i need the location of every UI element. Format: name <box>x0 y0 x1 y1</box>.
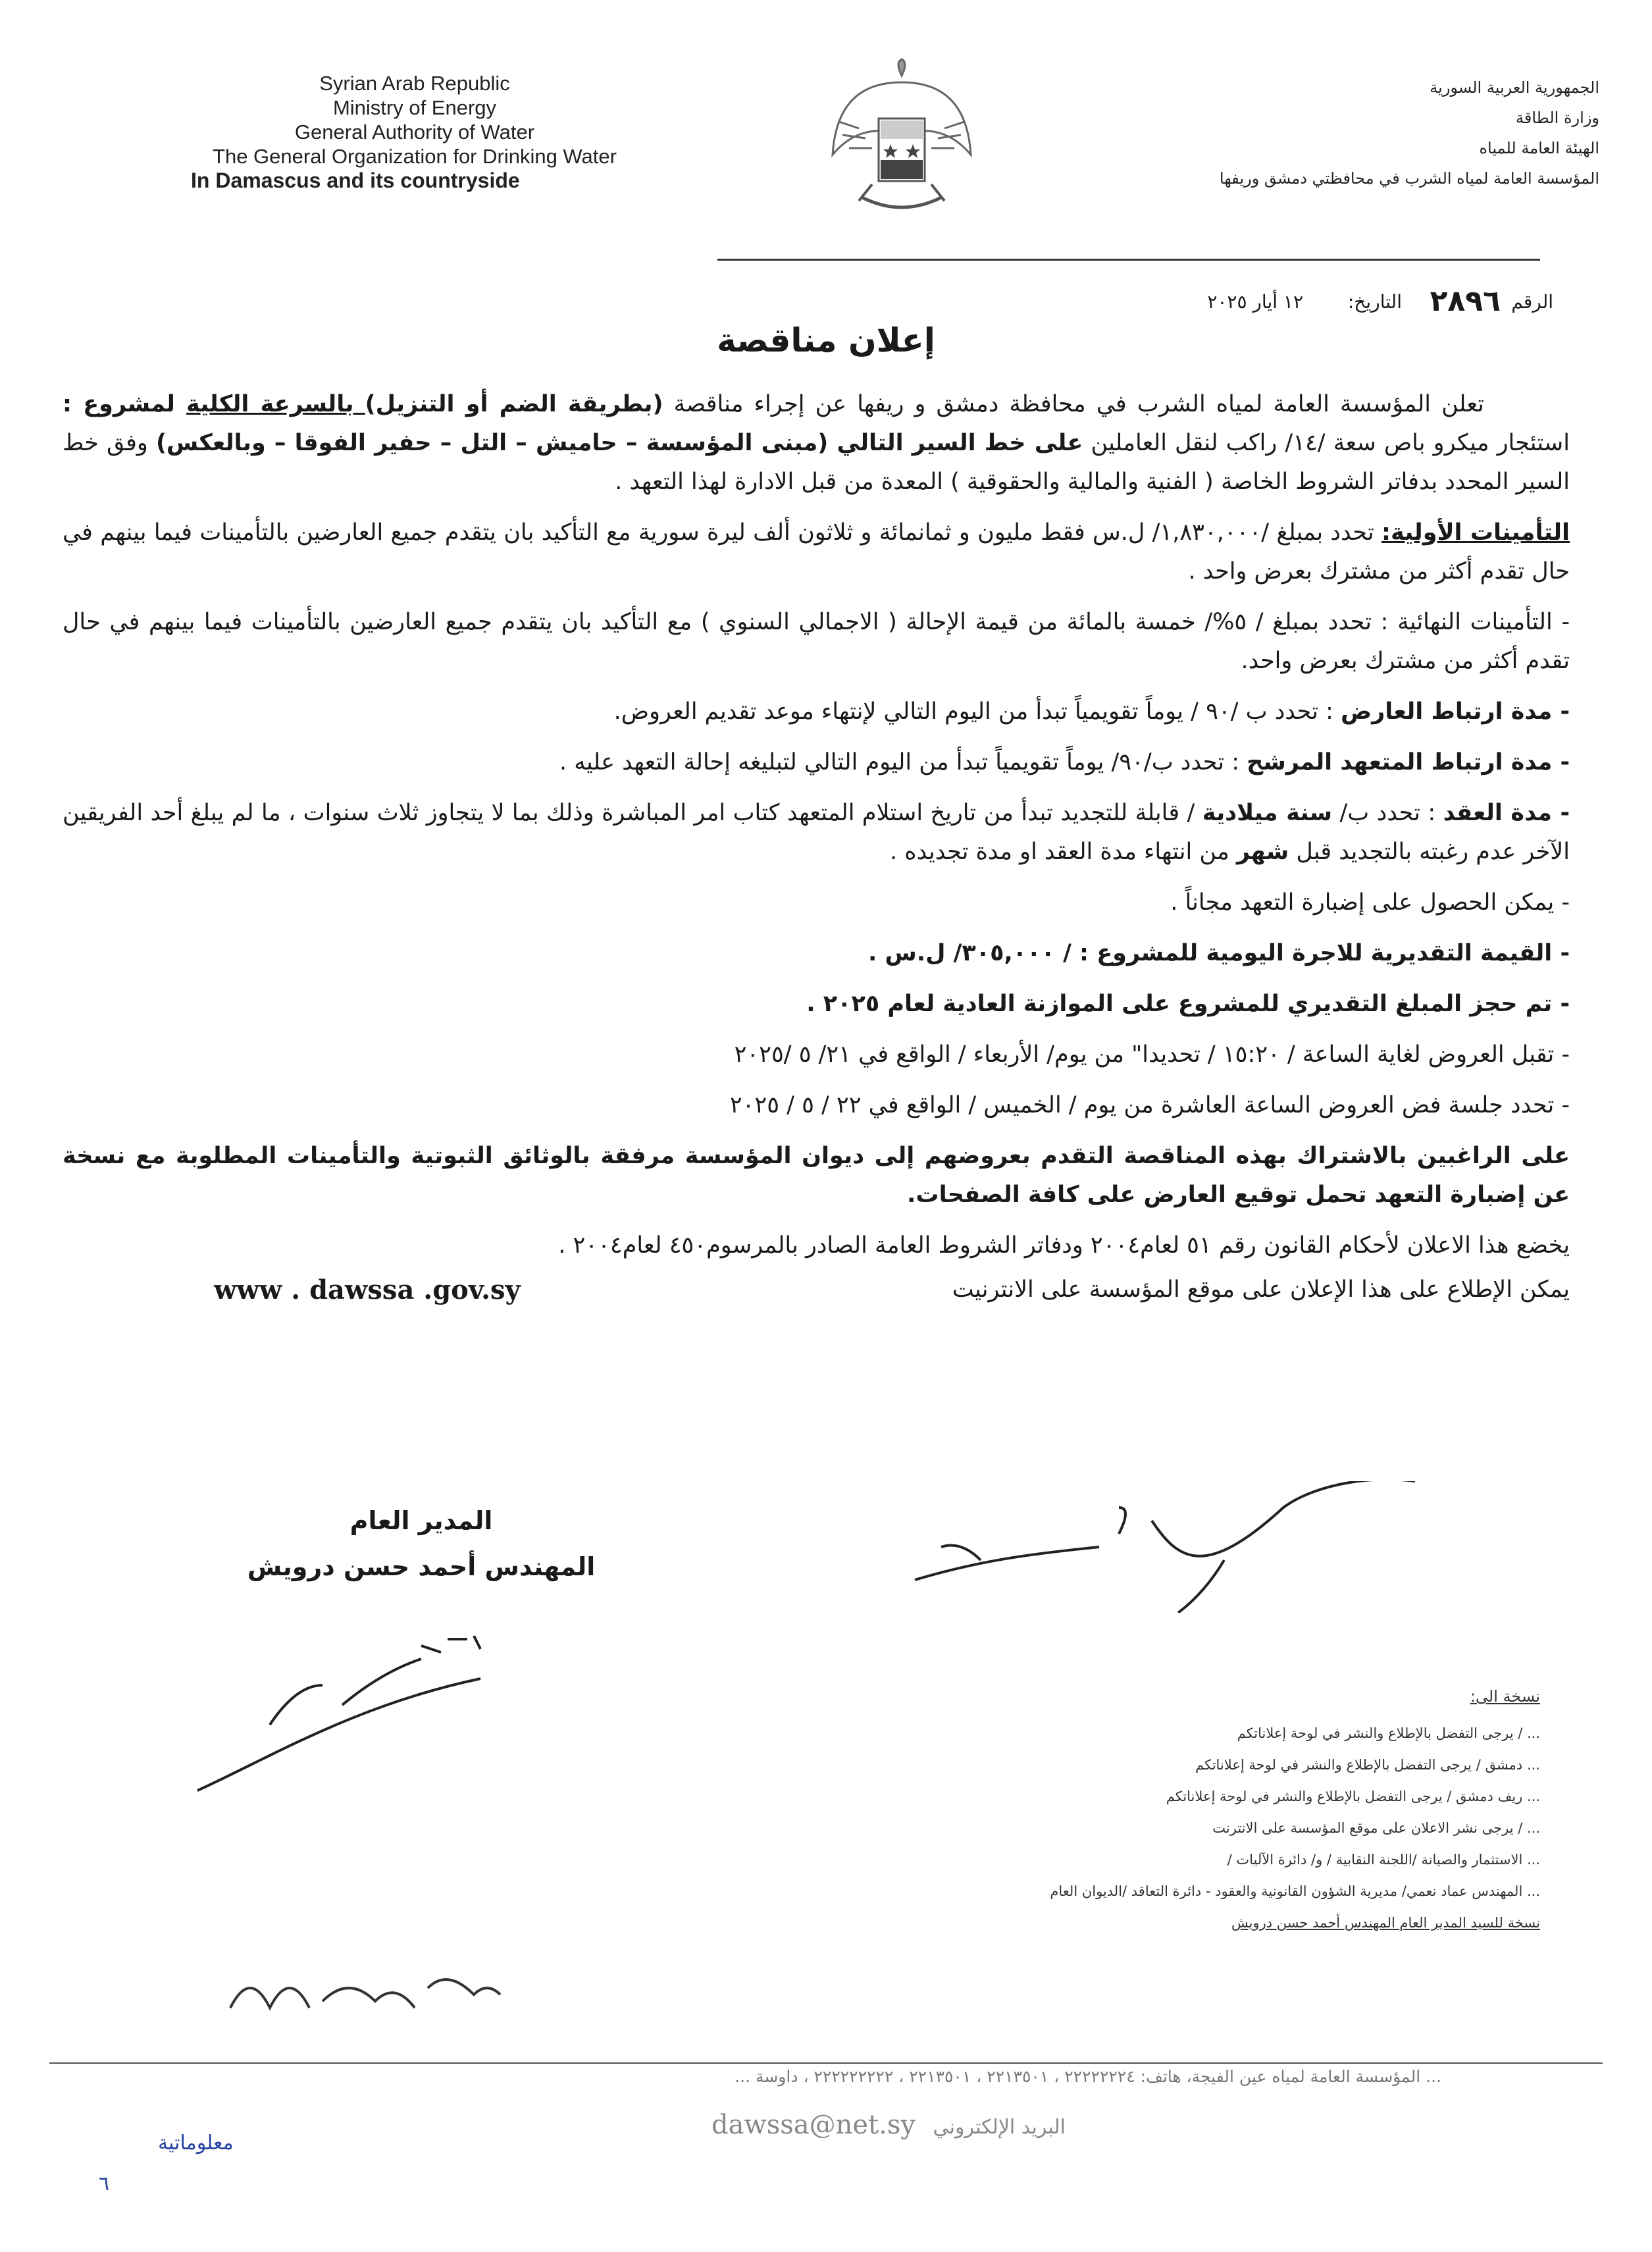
paragraph-free-file: - يمكن الحصول على إضبارة التعهد مجاناً . <box>1170 889 1570 916</box>
document-title: إعلان مناقصة <box>717 321 935 359</box>
header-en-line-4: The General Organization for Drinking Water <box>213 145 617 168</box>
website-line <box>63 1270 1570 1317</box>
bidder-commitment-label: - مدة ارتباط العارض <box>1341 698 1570 725</box>
intro-text-a: تعلن المؤسسة العامة لمياه الشرب في محافظة دمشق و ريفها عن إجراء مناقصة <box>663 391 1484 417</box>
cc-item: ... الاستثمار والصيانة /اللجنة النقابية / و/ دائرة الآليات / <box>1227 1852 1540 1868</box>
contractor-commitment-text: : تحدد ب/٩٠/ يوماً تقويمياً تبدأ من اليوم التالي لتبليغه إحالة التعهد عليه . <box>559 749 1247 775</box>
contract-duration-month: شهر <box>1236 839 1289 865</box>
header-arabic <box>1125 72 1599 194</box>
cc-item: ... / يرجى نشر الاعلان على موقع المؤسسة على الانترنت <box>1212 1820 1540 1836</box>
paragraph-bidder-commitment <box>63 693 1570 731</box>
contract-duration-year: سنة ميلادية <box>1202 800 1333 826</box>
header-ar-line-2: وزارة الطاقة <box>1516 109 1599 127</box>
paragraph-submission-deadline: - تقبل العروض لغاية الساعة / ١٥:٢٠ / تحديدا" من يوم/ الأربعاء / الواقع في ٢١/ ٥ /٢٠٢٥ <box>734 1041 1570 1068</box>
initial-guarantee-label: التأمينات الأولية: <box>1381 519 1570 546</box>
header-english <box>151 71 678 193</box>
contract-duration-label: - مدة العقد <box>1443 800 1570 826</box>
contract-duration-c: / قابلة للتجديد تبدأ من تاريخ استلام المتعهد كتاب امر المباشرة وذلك بما لا يتجاوز ثلاث سنوات ، ما لم يبلغ أحد الفريقين الآخر عدم رغبته بالتجديد قبل <box>63 800 1570 865</box>
footer-email[interactable]: dawssa@net.sy <box>711 2110 916 2140</box>
intro-speed: بالسرعة الكلية <box>186 391 365 417</box>
intro-project-label: لمشروع : <box>63 391 187 417</box>
website-link[interactable]: www . dawssa .gov.sy <box>214 1274 521 1305</box>
paragraph-contractor-commitment <box>63 743 1570 782</box>
cc-item: ... ريف دمشق / يرجى التفضل بالإطلاع والنشر في لوحة إعلاناتكم <box>1166 1789 1540 1804</box>
cc-item: ... / يرجى التفضل بالإطلاع والنشر في لوحة إعلاناتكم <box>1237 1725 1540 1741</box>
paragraph-budget: - تم حجز المبلغ التقديري للمشروع على الموازنة العادية لعام ٢٠٢٥ . <box>806 991 1570 1017</box>
reference-line <box>632 284 1553 324</box>
syrian-eagle-emblem-icon <box>823 56 981 227</box>
handwritten-note: معلوماتية <box>158 2132 234 2155</box>
intro-terms: وفق خط السير المحدد بدفاتر الشروط الخاصة ( الفنية والمالية والحقوقية ) المعدة من قبل الادارة لهذا التعهد . <box>63 430 1570 495</box>
contractor-commitment-label: - مدة ارتباط المتعهد المرشح <box>1247 749 1570 775</box>
paragraph-opening-session: - تحدد جلسة فض العروض الساعة العاشرة من يوم / الخميس / الواقع في ٢٢ / ٥ / ٢٠٢٥ <box>729 1092 1570 1118</box>
intro-method: (بطريقة الضم أو التنزيل) <box>365 391 663 417</box>
footer-email-line <box>592 2110 1185 2140</box>
header-en-line-2: Ministry of Energy <box>332 96 497 119</box>
date-value: ١٢ أيار ٢٠٢٥ <box>1207 291 1303 313</box>
header-rule <box>717 259 1540 261</box>
paragraph-initial-guarantee <box>63 513 1570 591</box>
intro-route: على خط السير التالي (مبنى المؤسسة – حاميش – التل – حفير الفوقا – وبالعكس) <box>155 430 1083 456</box>
cc-item: نسخة للسيد المدير العام المهندس أحمد حسن درويش <box>1231 1915 1540 1931</box>
footer-address: ... المؤسسة العامة لمياه عين الفيجة، هاتف: ٢٢٢٢٢٢٢٤ ، ٢٢١٣٥٠١ ، ٢٢١٣٥٠١ ، ٢٢٢٢٢٢٢٢٢ ، داوسة ... <box>735 2067 1441 2086</box>
director-block <box>197 1498 645 1590</box>
header-ar-line-3: الهيئة العامة للمياه <box>1479 139 1599 157</box>
intro-project: استئجار ميكرو باص سعة /١٤/ راكب لنقل العاملين <box>1083 430 1570 456</box>
ref-number: ٢٨٩٦ <box>1430 284 1501 318</box>
paragraph-intro <box>63 385 1570 502</box>
cc-item: ... المهندس عماد نعمي/ مديرية الشؤون القانونية والعقود - دائرة التعاقد /الديوان العام <box>1050 1883 1540 1899</box>
paragraph-estimated-value: - القيمة التقديرية للاجرة اليومية للمشروع : / ٣٠٥,٠٠٠/ ل.س . <box>868 940 1570 966</box>
date-label: التاريخ: <box>1347 291 1402 313</box>
cc-list <box>750 1681 1540 1939</box>
paragraph-legal-basis: يخضع هذا الاعلان لأحكام القانون رقم ٥١ لعام٢٠٠٤ ودفاتر الشروط العامة الصادر بالمرسوم٤٥٠ لعام٢٠٠٤ . <box>558 1232 1570 1259</box>
paragraph-submission-instructions: على الراغبين بالاشتراك بهذه المناقصة التقدم بعروضهم إلى ديوان المؤسسة مرفقة بالوثائق الثبوتية والتأمينات المطلوبة مع نسخة عن إضبارة التعهد تحمل توقيع العارض على كافة الصفحات. <box>63 1143 1570 1208</box>
header-en-line-3: General Authority of Water <box>294 120 535 144</box>
header-en-line-1: Syrian Arab Republic <box>319 72 510 95</box>
cc-item: ... دمشق / يرجى التفضل بالإطلاع والنشر في لوحة إعلاناتكم <box>1195 1757 1540 1773</box>
signature-mark-left <box>171 1626 540 1797</box>
document-body <box>63 385 1570 1317</box>
handwritten-date-note <box>224 1962 513 2034</box>
header-en-line-5: In Damascus and its countryside <box>191 169 520 192</box>
director-name: المهندس أحمد حسن درويش <box>247 1552 596 1581</box>
director-title: المدير العام <box>349 1506 493 1535</box>
header-ar-line-1: الجمهورية العربية السورية <box>1430 78 1599 97</box>
paragraph-contract-duration <box>63 794 1570 872</box>
footer-email-label: البريد الإلكتروني <box>933 2116 1066 2139</box>
contract-duration-a: : تحدد ب/ <box>1332 800 1443 826</box>
header-ar-line-4: المؤسسة العامة لمياه الشرب في محافظتي دمشق وريفها <box>1219 169 1599 188</box>
initial-guarantee-text: تحدد بمبلغ /١,٨٣٠,٠٠٠/ ل.س فقط مليون و ثمانمائة و ثلاثون ألف ليرة سورية مع التأكيد بان يتقدم جميع العارضين بالتأمينات فيما بينهم في حال تقدم أكثر من مشترك بعرض واحد . <box>63 519 1570 585</box>
page-corner-note: ٦ <box>99 2172 110 2195</box>
cc-title: نسخة الى: <box>1470 1687 1540 1706</box>
bidder-commitment-text: : تحدد ب /٩٠ / يوماً تقويمياً تبدأ من اليوم التالي لإنتهاء موعد تقديم العروض. <box>613 698 1341 725</box>
paragraph-final-guarantee: - التأمينات النهائية : تحدد بمبلغ / ٥%/ خمسة بالمائة من قيمة الإحالة ( الاجمالي السنوي ) مع التأكيد بان يتقدم جميع العارضين بالتأمينات فيما بينهم في حال تقدم أكثر من مشترك بعرض واحد. <box>63 609 1570 674</box>
footer-rule <box>49 2062 1603 2064</box>
contract-duration-e: من انتهاء مدة العقد او مدة تجديده . <box>890 839 1237 865</box>
ref-number-label: الرقم <box>1511 291 1553 313</box>
website-note: يمكن الإطلاع على هذا الإعلان على موقع المؤسسة على الانترنيت <box>952 1276 1570 1303</box>
signature-mark-right <box>902 1481 1441 1613</box>
